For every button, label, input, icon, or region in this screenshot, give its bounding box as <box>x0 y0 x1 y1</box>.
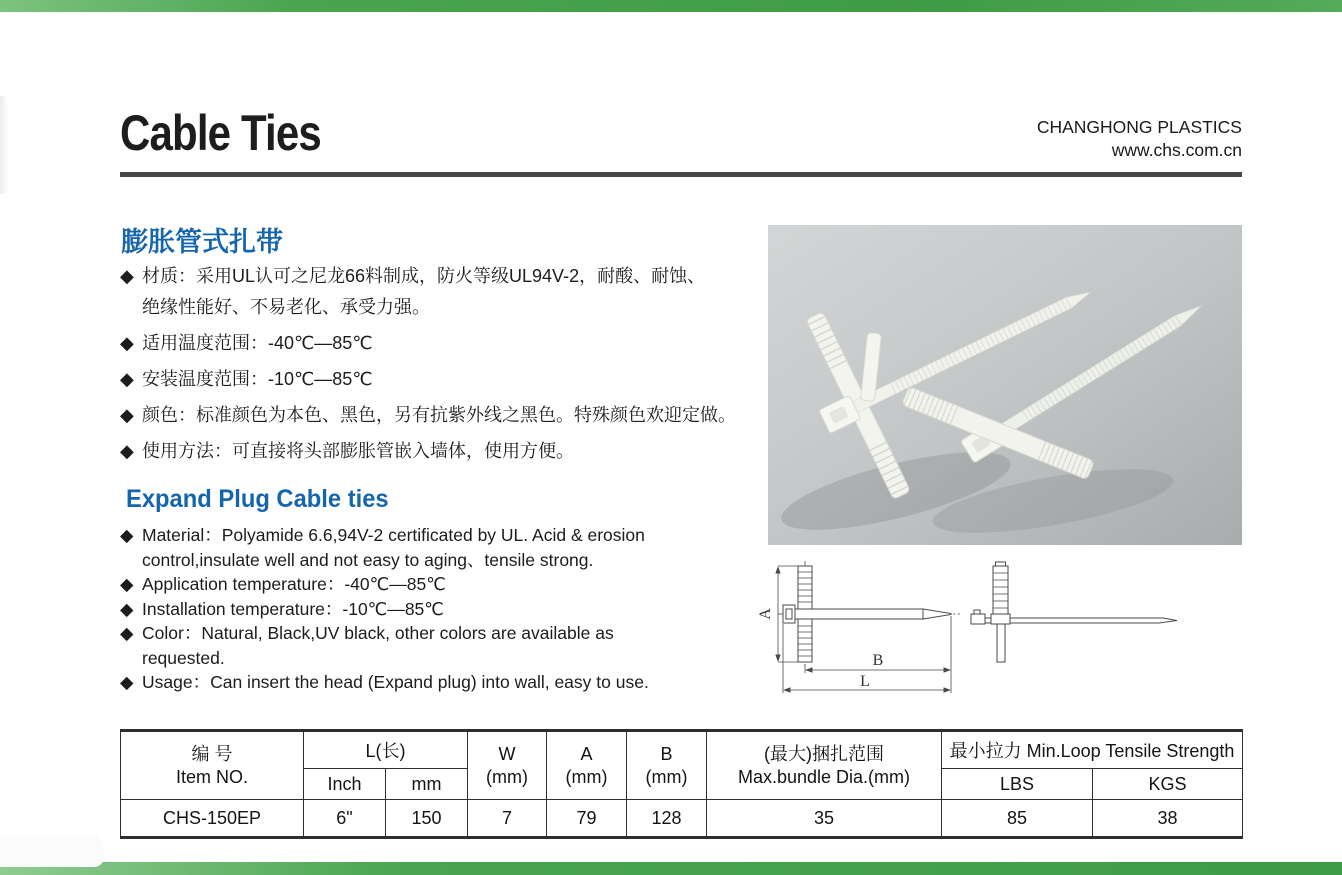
cn-bullet-color: ◆ 颜色：标准颜色为本色、黑色，另有抗紫外线之黑色。特殊颜色欢迎定做。 <box>120 400 770 431</box>
en-bullet-installation-temp: ◆ Installation temperature：-10℃—85℃ <box>120 597 765 622</box>
diamond-bullet-icon: ◆ <box>120 441 134 461</box>
cn-bullet-installation-temp: ◆ 安装温度范围：-10℃—85℃ <box>120 364 770 395</box>
diamond-bullet-icon: ◆ <box>120 266 134 286</box>
bottom-green-bar <box>0 862 1342 875</box>
diamond-bullet-icon: ◆ <box>120 405 134 425</box>
cell-mm: 150 <box>386 800 468 838</box>
en-bullet-color: ◆ Color：Natural, Black,UV black, other colors are available as requested. <box>120 621 765 670</box>
cn-bullet-usage: ◆ 使用方法：可直接将头部膨胀管嵌入墙体，使用方便。 <box>120 436 770 467</box>
diamond-bullet-icon: ◆ <box>120 333 134 353</box>
en-bullet-application-temp: ◆ Application temperature：-40℃—85℃ <box>120 572 765 597</box>
diamond-bullet-icon: ◆ <box>120 574 134 594</box>
product-photo <box>768 225 1242 545</box>
cn-bullet-application-temp: ◆ 适用温度范围：-40℃—85℃ <box>120 328 770 359</box>
cell-a: 79 <box>547 800 627 838</box>
cn-bullet-list <box>120 261 770 472</box>
company-website: www.chs.com.cn <box>1111 140 1242 160</box>
table-row <box>121 800 1243 838</box>
col-header-mm: mm <box>386 769 468 800</box>
dim-label-a: A <box>757 608 774 620</box>
col-header-kgs: KGS <box>1093 769 1243 800</box>
diamond-bullet-icon: ◆ <box>120 525 134 545</box>
cn-bullet-material: ◆ 材质：采用UL认可之尼龙66料制成，防火等级UL94V-2，耐酸、耐蚀、 绝缘性能好、不易老化、承受力强。 <box>120 261 770 323</box>
col-header-max-bundle: (最大)捆扎范围 Max.bundle Dia.(mm) <box>707 731 942 800</box>
cell-max-bundle: 35 <box>707 800 942 838</box>
page-title: Cable Ties <box>120 105 321 161</box>
cell-w: 7 <box>468 800 547 838</box>
header-rule <box>120 172 1242 177</box>
cell-item-no: CHS-150EP <box>121 800 304 838</box>
cell-inch: 6" <box>304 800 386 838</box>
diamond-bullet-icon: ◆ <box>120 672 134 692</box>
col-header-a: A (mm) <box>547 731 627 800</box>
en-bullet-material: ◆ Material：Polyamide 6.6,94V-2 certificated by UL. Acid & erosion control,insulate well and not easy to aging、tensile strong. <box>120 523 765 572</box>
cell-lbs: 85 <box>942 800 1093 838</box>
section-title-cn: 膨胀管式扎带 <box>121 227 283 257</box>
cell-b: 128 <box>627 800 707 838</box>
col-header-length: L(长) <box>304 731 468 769</box>
diamond-bullet-icon: ◆ <box>120 623 134 643</box>
dim-label-l: L <box>860 673 870 690</box>
col-header-w: W (mm) <box>468 731 547 800</box>
col-header-inch: Inch <box>304 769 386 800</box>
col-header-lbs: LBS <box>942 769 1093 800</box>
technical-drawing <box>745 558 1310 706</box>
dim-label-b: B <box>872 652 884 669</box>
col-header-b: B (mm) <box>627 731 707 800</box>
col-header-tensile-strength: 最小拉力 Min.Loop Tensile Strength <box>942 731 1243 769</box>
en-bullet-list <box>120 523 765 695</box>
en-bullet-usage: ◆ Usage：Can insert the head (Expand plug) into wall, easy to use. <box>120 670 765 695</box>
company-block <box>1037 116 1242 162</box>
company-name: CHANGHONG PLASTICS <box>1036 117 1242 137</box>
cable-ties-photo-illustration <box>768 225 1242 545</box>
diamond-bullet-icon: ◆ <box>120 598 134 619</box>
spec-table <box>120 729 1243 839</box>
page-curl-artifact-top <box>0 96 9 194</box>
top-green-bar <box>0 0 1342 12</box>
diamond-bullet-icon: ◆ <box>120 369 134 389</box>
cell-kgs: 38 <box>1093 800 1243 838</box>
col-header-item-no: 编 号 Item NO. <box>121 731 304 800</box>
dimension-diagram <box>745 558 1310 706</box>
section-title-en: Expand Plug Cable ties <box>126 485 389 513</box>
page-curl-artifact-bottom <box>0 835 104 867</box>
